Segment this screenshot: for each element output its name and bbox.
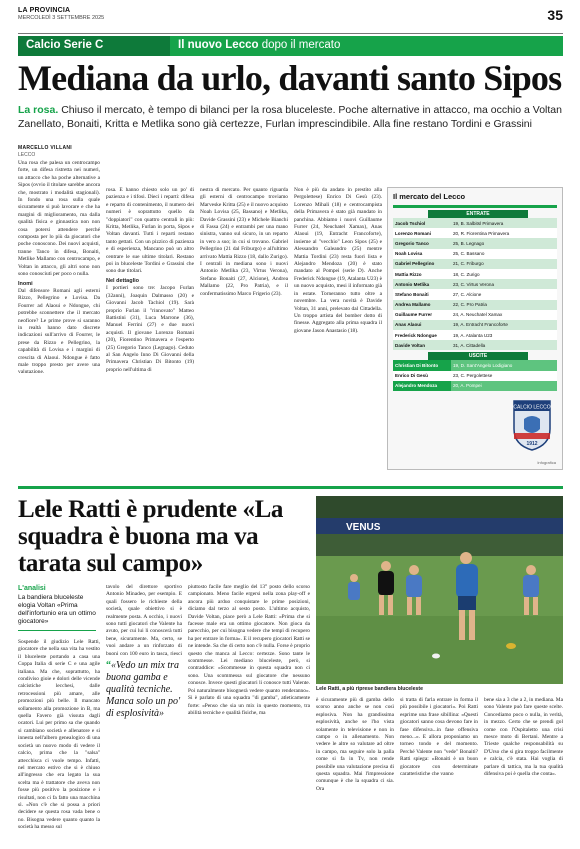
article2-col6-text: bene sia a 3 che a 2, in mediana. Ma sono Valente può fare queste scelte. Concediamo poco o nulla, in verità, in mezzo. Certo che se prendi gol come con l'Ospitaletto una crisi mesce moto di Bertani. Mentre a Trieste qualche responsabilità su D'Urso che si gira troppo facilmente e calcia, c'è stata. Hai voglia di parlare di tattica, ma la tua qualità difensiva poi è quella che conta». xyxy=(484,697,563,778)
player-name: Andrea Mallamo xyxy=(395,302,431,308)
uscite-label: USCITE xyxy=(428,352,528,360)
incoming-player-row xyxy=(393,310,557,320)
article1-col4-text: Anche Frederick Ndongue (19, Atalanta U23) è un nuovo acquisto, mesi il informato già in estate. Torneranno tutto oltre a novembre. La vera novità è Davide Voltan, 31 anni, prelevato dal Cittadella. Un troppo artista del bomber dotto di finesse. Aggregato alla prima squadra il giovane Jason Anastasio (18). xyxy=(294,268,382,334)
outgoing-player-row xyxy=(393,381,557,391)
analisi-rule xyxy=(18,630,96,631)
player-club: 31, A. Cittadella xyxy=(453,342,486,348)
top-rule xyxy=(18,33,563,34)
player-club: 25, C. Bassano xyxy=(453,251,485,257)
article2-col4-text: è sicuramente più di gamba dello scorso anno anche se non così esplosiva. Non ha grandissima esplosività, anche se l'ho vista solamente in televisione e non in campo o in allenamento. Non vedere le altre so valutare ad oltre in campo, ma seguire solo la palla come si fa in Tv, non rende possibile una valutazione precisa di questa squadra. Mai l'impressione comunque è che la squadra ci sia. Ora xyxy=(316,697,394,792)
incoming-player-row xyxy=(393,279,557,289)
outgoing-player-row xyxy=(393,371,557,381)
standfirst-kicker: La rosa. xyxy=(18,104,59,116)
incoming-player-row xyxy=(393,238,557,248)
article1-col2-text: rosa. E hanno chiesto solo un po' di pazienza e i tifosi. Dieci i reparti: difesa e reparto di contenimento, il numero dei numeri è soprattutto quello da "doppiatori" con quattro centrali in più: Kritta, Metlika, Furlan in porta, Sipos e Voltan davanti. Tutti i reparti restano tanto gettati. Con un pizzico di pazienza e di esperienza, Mancano può un altro centrare le sue ultime titolari. Restano poi in bluceleste Tordini e Grassini che sono due titolari. xyxy=(106,187,194,275)
topic-bold: Il nuovo Lecco xyxy=(178,39,259,51)
article2-col3 xyxy=(188,584,310,839)
incoming-player-row xyxy=(393,289,557,299)
uscite-list xyxy=(388,360,562,391)
article1-col3b-text: Non è più da andato in prestito alla Pergolettese) Enrico Di Gesù (23). Lorenzo Mihali (18) e centrocampista della Primavera è stato già mandato in panchina. Abbiamo i nuovi Guillaume Furrer (24, Neuchatel Xamax), Anas Alaoui (19, Entracht Francoforte), insieme al "vecchio" Leon Sipos (25) e Alessandro Galeandro (25) mentre Mattia Tordini (23) resta fuori lista e Alejandro Mendoza (20) è stato mandato al Pompei (serie D). xyxy=(294,187,382,275)
article2-col2 xyxy=(106,584,182,658)
second-headline: Lele Ratti è prudente «La squadra è buona ma va tarata sul campo» xyxy=(18,496,283,577)
player-name: Frederick Ndongue xyxy=(395,332,437,338)
pull-quote-text: «Vedo un mix tra buona gamba e qualità tecniche. Manca solo un po' di esplosività» xyxy=(106,660,181,719)
article1-col3 xyxy=(200,187,288,475)
player-club: 23, C. Pergolettese xyxy=(453,373,493,379)
incoming-player-row xyxy=(393,218,557,228)
page-number: 35 xyxy=(547,7,563,23)
dateline: LECCO xyxy=(18,152,36,158)
section-label: Calcio Serie C xyxy=(18,36,170,56)
incoming-player-row xyxy=(393,320,557,330)
main-headline: Mediana da urlo, davanti santo Sipos xyxy=(18,58,562,98)
article2-col2-text: tavolo del direttore sportivo Antonio Minadeo, per esempio. E quali fossero le richieste della società, quale obiettivo si è realmente posta. A occhio, i nuovi sono tutti giocatori che Valente ha avuto, per cui lui li conoscerà tutti bene, sicuramente. Ma, certo, se vuoi andare a un rinforzato di buoni con 100 euro in tasca, riesci xyxy=(106,584,182,657)
training-photo xyxy=(316,496,563,684)
player-club: 24, A. Neuchatel Xamax xyxy=(453,312,503,318)
article1-col4 xyxy=(294,187,382,475)
player-club: 19, A. Atalanta U23 xyxy=(453,332,493,338)
player-club: 19, A. Entracht Francoforte xyxy=(453,322,508,328)
player-club: 21, C. Friburgo xyxy=(453,261,484,267)
analisi-box xyxy=(18,585,96,631)
player-name: Lorenzo Romani xyxy=(395,230,431,236)
entrate-label: ENTRATE xyxy=(428,210,528,218)
player-name: Noah Lovisa xyxy=(395,251,423,257)
section-divider xyxy=(18,486,563,489)
player-name: Guillaume Furrer xyxy=(395,312,433,318)
player-name: Jacob Tschiol xyxy=(395,220,426,226)
crest-text: CALCIO LECCO xyxy=(513,404,551,411)
player-name: Mattia Rizzo xyxy=(395,271,422,277)
article1-col1 xyxy=(18,160,100,475)
topic-rest: dopo il mercato xyxy=(258,39,341,51)
transfer-box xyxy=(387,187,563,470)
article1-col2 xyxy=(106,187,194,475)
topic-label xyxy=(170,36,563,56)
article2-col2b xyxy=(106,740,182,840)
incoming-player-row xyxy=(393,259,557,269)
section-band xyxy=(18,36,563,56)
player-club: 18, C. Zurigo xyxy=(453,271,480,277)
player-name: Gregorio Tanco xyxy=(395,240,429,246)
byline: MARCELLO VILLANI xyxy=(18,145,72,151)
article1-col2b-text: I portieri sono tre: Jacopo Furlan (32anni), Joaquin Dalmasso (20) e Giovanni Jacob Tachiol (19). Sarà proprio Furlan il "rinnovato" Matteo Battistini (31), Luca Marrone (36), Manuel Ferrini (27) e due nuovi acquisti. Il giovane Lorenzo Romani (20), Fiorentino Primavera e l'esperto (25) Gregorio Tanco (Legnago). Ceduto al San Angelo Inno Di Giovanni della Primavera Christian Di Bitonto (19) proprio nell'ultima di xyxy=(106,285,194,373)
standfirst-text: Chiuso il mercato, è tempo di bilanci per la rosa bluceleste. Poche alternative in attacco, ma occhio a Voltan Zanellato, Bonaiti, Kritta e Metlika sono già certezze, Furlan imprescindibile. Alla fine restano Tordini e Grassini xyxy=(18,104,562,130)
incoming-player-row xyxy=(393,228,557,238)
player-club: 27, C. Alcione xyxy=(453,291,482,297)
player-club: 22, C. Pro Patria xyxy=(453,302,487,308)
analisi-text: La bandiera bluceleste elogia Voltan «Prima dell'infortunio era un ottimo giocatore» xyxy=(18,594,96,625)
paper-name: LA PROVINCIA xyxy=(18,7,71,14)
article1-col3-text: nestra di mercato. Per quanto riguarda gli esterni di centrocampo troviamo Marveske Kritta (25) e il nuovo acquisto Noah Lovisa (25, Bassano) e Metlika, Davide Grassini (23) e Michele Bianchi di Fassa (24) e entrambi per una mano sinistra, vanno sul sicuro, in un reparto in vero a suo; in cui si trovano. Gabriel Pellegrino (21 dal Friburgo) e all'ultimo arrivato Mattia Rizzo (18, dallo Zurigo). I centrali in mediana sono i nuovi Antonio Metlika (23, Virtus Verona), Stefano Bonaiti (27, Alcione), Andrea Mallamo (22, Pro Patria), e il confermatissimo Marco Frigerio (23). xyxy=(200,187,288,297)
paper-date: MERCOLEDÌ 3 SETTEMBRE 2025 xyxy=(18,15,105,21)
incoming-player-row xyxy=(393,249,557,259)
article1-col1b-text: Dal difensore Romani agli esterni Rizzo, Pellegrino e Lovisa. Da Fourrer ad Alaoui e Ndongue, chi potrebbe sconnettere che il mercato neofiore? Le prime prove si saranno in realtà hanno dato discrete indicazioni sull'arrivo di Fourrer, le prese da Rizzo e Pellegrino, la capabilità di Lovisa e i margini di crescita di Alaoui. Ndongue è fatto male troppo presto per avere una valutazione. xyxy=(18,287,100,376)
incoming-player-row xyxy=(393,300,557,310)
player-name: Christian Di Bitonto xyxy=(393,360,451,370)
incoming-player-row xyxy=(393,269,557,279)
outgoing-player-row xyxy=(393,360,557,370)
player-club: 20, A. Pompei xyxy=(451,381,557,391)
article2-col5 xyxy=(400,697,478,839)
article2-col1 xyxy=(18,639,100,839)
player-club: 23, C. Virtus Verona xyxy=(453,281,495,287)
article2-col6 xyxy=(484,697,563,839)
photo-caption: Lele Ratti, a più riprese bandiera bluceleste xyxy=(316,686,423,692)
quote-mark: “ xyxy=(106,660,111,671)
player-name: Stefano Bonaiti xyxy=(395,291,429,297)
player-club: 20, R. Fiorentina Primavera xyxy=(453,230,510,236)
player-name: Davide Voltan xyxy=(395,342,426,348)
player-name: Enrico Di Gesù xyxy=(395,373,428,379)
article2-col1-text: Sospende il giudizio Lele Ratti, giocatore che nella sua vita ha vestito il bluceleste portando a casa una Coppa Italia di serie C e una agile italiana. Ma che, soprattutto, ha condiviso gioie e dolori delle vicende calcistiche lecchesi, dalle retrocessioni più amare, alle promozioni più belle. Il mancato sollamento alla promozione in B, ma quella Favero già vissuta dagli ocatori. Lui per primo sa che quando si cambiano società e allenatore e si innesta nell'albero genealogico di una società un nuovo modo di vedere il calcio, prima che la "salsa" attecchisca ci vuole tempo. Infatti, nel mercato estivo che si è chiuso all'ingresso che era legato la sua scelta ma è trattatore che aveva non fosse più positivo la posizione e i risultati, non ci fa fatto una macchina sì. «Non c'è che si possa a priori decidere se questa rosa vada bene o no. Bisogna vedere quanto quanto la società ha messo sul xyxy=(18,639,100,831)
article1-col1-text: Una rosa che palesa un centrocampo forte, un difesa ristretta nei numeri, un attacco che ha poche alternative a Sipos (ovvio il titolare sarebbe ancora che, mostrato i modalità stagionali). In fondo una rosa sulla quale sicuramente si può lavorare e che ha margini di miglioramento, ma dalla qualità fisica e ginnastica non non cosa potersi attendere perché composta per lo più da giocatori che poche conoscono. Dei nuovi acquisti, tranne Tanco in difesa, Bonaiti, Metlike Mallamo con centrocampo, e Voltan in attacco, gli altri sono non sono conosciuti per poco o nulla. xyxy=(18,160,100,278)
article1-sub2: Nel dettaglio xyxy=(106,277,140,284)
player-name: Alejandro Mendoza xyxy=(393,381,451,391)
player-name: Anas Alaoui xyxy=(395,322,422,328)
incoming-player-row xyxy=(393,340,557,350)
entrate-list xyxy=(388,218,562,350)
article2-col4 xyxy=(316,697,394,839)
transfer-box-title: Il mercato del Lecco xyxy=(393,192,466,201)
article2-col5-text: si tratta di farla entrare in forma il più possibile i giocatori». Poi Ratti esprime una frase sibillina: «Questi giocatori sanno cosa devono fare in fase difensiva...in fase offensiva meno...». E allora proponiamo un torneo tondo e del momento. Perché Valente non "vede" Bonaiti? Ratti spiega: «Bonaiti è un buon giocatore con determinate caratteristiche che vanno xyxy=(400,697,478,778)
infographic-credit: Infografica xyxy=(537,460,556,465)
masthead xyxy=(18,7,563,29)
transfer-box-bar xyxy=(393,205,557,208)
crest-year: 1912 xyxy=(526,441,538,447)
incoming-player-row xyxy=(393,330,557,340)
player-club: 25, B. Legnago xyxy=(453,240,485,246)
player-name: Antonio Metlika xyxy=(395,281,430,287)
player-name: Gabriel Pellegrino xyxy=(395,261,435,267)
standfirst xyxy=(18,104,563,131)
pull-quote xyxy=(106,660,182,720)
photo-banner: VENUS xyxy=(346,522,381,533)
article1-sub1: Inomi xyxy=(18,280,33,287)
player-club: 19, B. Salbitsl Primavera xyxy=(453,220,504,226)
lecco-crest-icon xyxy=(510,399,554,451)
analisi-kicker: L'analisi xyxy=(18,585,46,592)
player-club: 19, D. Sant'Angelo Lodigiano xyxy=(451,360,557,370)
article2-col3-text: piuttosto facile fare meglio del 13° posto dello scorso campionato. Meno facile ergersi nella zona play-off e ancora più arduo conquistare le prime posizioni, diciamo dal terzo al sesto posto. L'ultimo acquisto, Davide Voltan, piace però a Lele Ratti: «Prima che si facesse male era un ottimo giocatore. Non gioca da parecchio, per cui bisogna vedere che tempi di recupero ha per entrare in forma». E il recupero giocatori Ratti se ne intende. Sa che di certo non c'è nulla. Forse è proprio questo che manca al Lecco: certezze. Sono tante le scommesse. Lei mediano bluceleste, però, si contraddice: «Scommesse in questa squadra non ci sono. Una scommessa sul giocatore che nessuno conosce. Invece questi giocatori li conosce tutti Valente. Poi naturalmente bisognerà vedere quanto renderanno». Si è parlato di una squadra "di gamba", atleticamente forte: «Penso che sia un mix in questo momento, tra abilità tecniche e qualità fisiche, ma xyxy=(188,584,310,716)
training-photo-image xyxy=(316,496,563,684)
